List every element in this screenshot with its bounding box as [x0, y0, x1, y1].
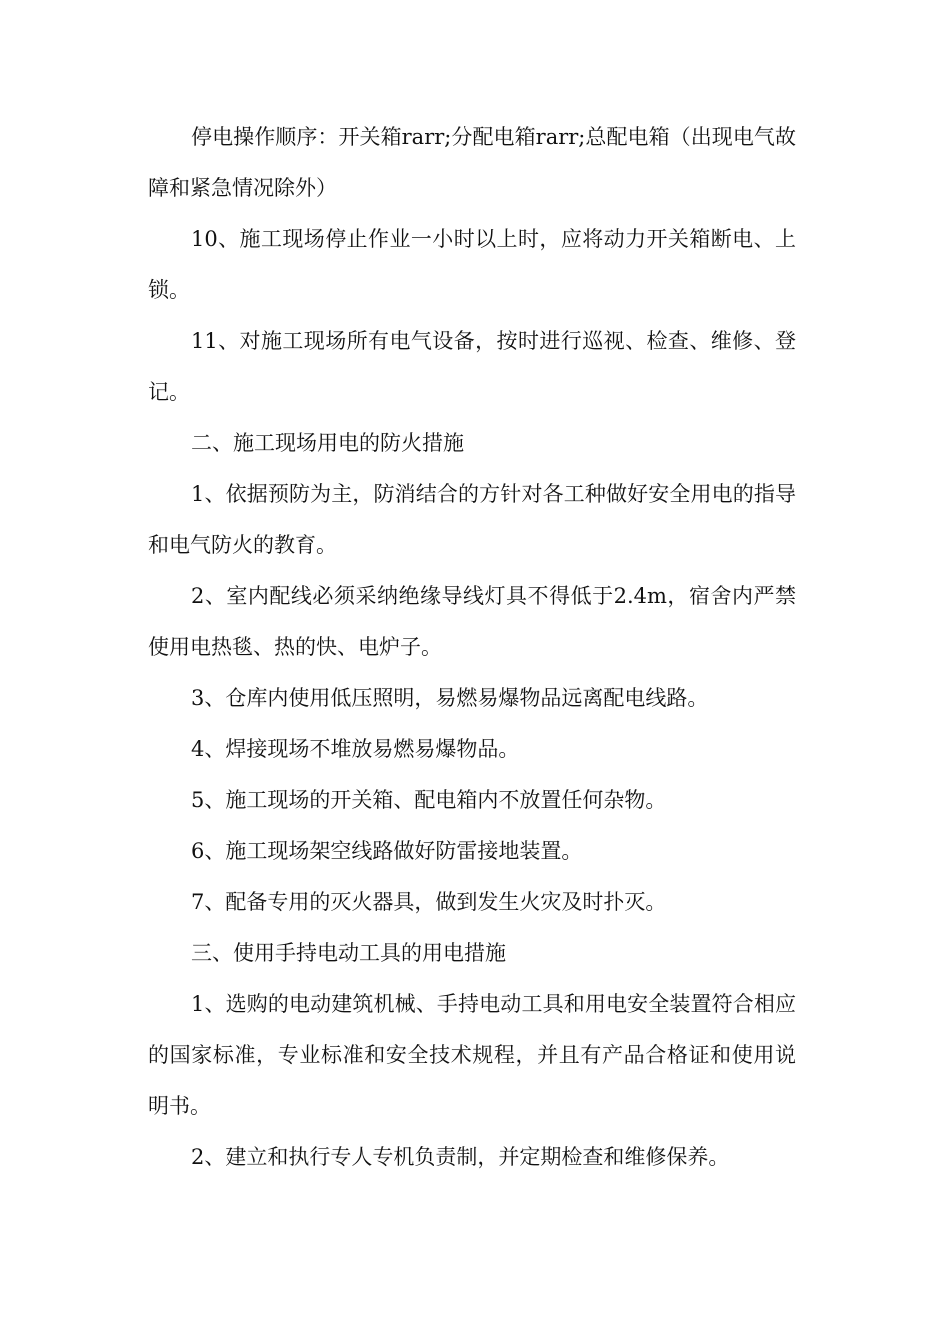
paragraph-fire-item-7: 7、配备专用的灭火器具，做到发生火灾及时扑灭。 — [191, 890, 667, 914]
paragraph-fire-item-3: 3、仓库内使用低压照明，易燃易爆物品远离配电线路。 — [191, 686, 709, 710]
paragraph-fire-item-1: 1、依据预防为主，防消结合的方针对各工种做好安全用电的指导和电气防火的教育。 — [148, 482, 796, 557]
paragraph-fire-item-4: 4、焊接现场不堆放易燃易爆物品。 — [191, 737, 520, 761]
paragraph-tools-item-2: 2、建立和执行专人专机负责制，并定期检查和维修保养。 — [191, 1145, 730, 1169]
document-page — [148, 112, 796, 1183]
paragraph-fire-item-5: 5、施工现场的开关箱、配电箱内不放置任何杂物。 — [191, 788, 667, 812]
paragraph-item-11: 11、对施工现场所有电气设备，按时进行巡视、检查、维修、登记。 — [148, 329, 796, 404]
section-heading-handheld-tools: 三、使用手持电动工具的用电措施 — [191, 941, 506, 965]
paragraph-power-off-sequence: 停电操作顺序：开关箱rarr;分配电箱rarr;总配电箱（出现电气故障和紧急情况除外） — [148, 125, 796, 200]
paragraph-item-10: 10、施工现场停止作业一小时以上时，应将动力开关箱断电、上锁。 — [148, 227, 796, 302]
paragraph-fire-item-6: 6、施工现场架空线路做好防雷接地装置。 — [191, 839, 583, 863]
section-heading-fire-prevention: 二、施工现场用电的防火措施 — [191, 431, 464, 455]
paragraph-tools-item-1: 1、选购的电动建筑机械、手持电动工具和用电安全装置符合相应的国家标准，专业标准和安全技术规程，并且有产品合格证和使用说明书。 — [148, 992, 796, 1118]
paragraph-fire-item-2: 2、室内配线必须采纳绝缘导线灯具不得低于2.4m，宿舍内严禁使用电热毯、热的快、电炉子。 — [148, 584, 796, 659]
